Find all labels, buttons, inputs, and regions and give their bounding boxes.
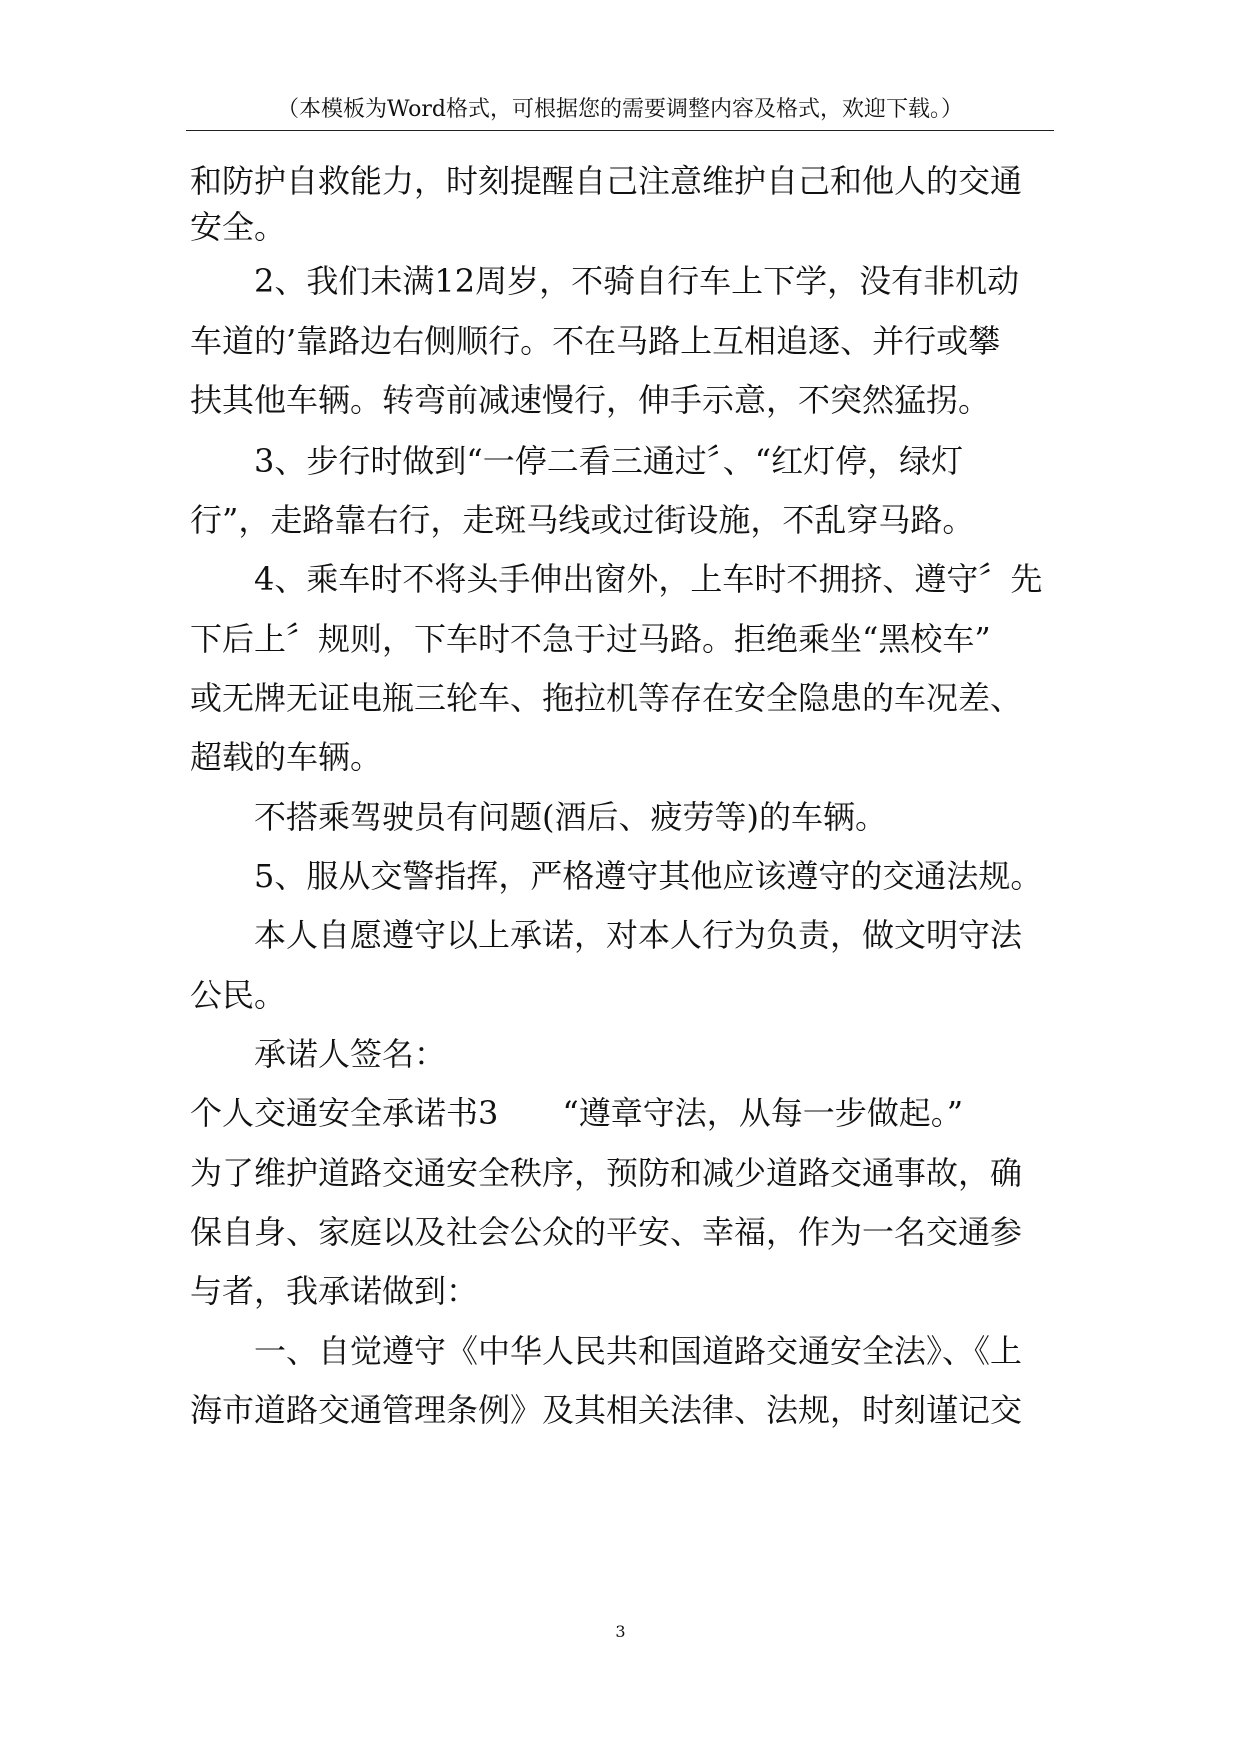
- body-line: 一、自觉遵守《中华人民共和国道路交通安全法》、《上: [254, 1332, 1023, 1370]
- body-line: 和防护自救能力，时刻提醒自己注意维护自己和他人的交通: [190, 162, 1023, 200]
- body-line: 扶其他车辆。转弯前减速慢行，伸手示意，不突然猛拐。: [190, 381, 991, 419]
- body-line: 下后上〞规则，下车时不急于过马路。拒绝乘坐“黑校车”: [190, 620, 991, 658]
- body-line: 不搭乘驾驶员有问题(酒后、疲劳等)的车辆。: [254, 798, 887, 836]
- body-line: 海市道路交通管理条例》及其相关法律、法规，时刻谨记交: [190, 1391, 1023, 1429]
- body-line: 2、我们未满12周岁，不骑自行车上下学，没有非机动: [254, 262, 1020, 300]
- body-line: 为了维护道路交通安全秩序，预防和减少道路交通事故，确: [190, 1154, 1023, 1192]
- page-number: 3: [615, 1622, 626, 1641]
- body-line: 本人自愿遵守以上承诺，对本人行为负责，做文明守法: [254, 916, 1023, 954]
- body-line: 4、乘车时不将头手伸出窗外，上车时不拥挤、遵守〞先: [254, 560, 1043, 598]
- body-line: 5、服从交警指挥，严格遵守其他应该遵守的交通法规。: [254, 857, 1043, 895]
- body-line: 3、步行时做到“一停二看三通过〞、“红灯停，绿灯: [254, 442, 964, 480]
- body-line: 保自身、家庭以及社会公众的平安、幸福，作为一名交通参: [190, 1213, 1023, 1251]
- body-line: 车道的’靠路边右侧顺行。不在马路上互相追逐、并行或攀: [190, 322, 1001, 360]
- signature-line: 承诺人签名：: [254, 1035, 447, 1073]
- header-note: （本模板为Word格式，可根据您的需要调整内容及格式，欢迎下载。）: [277, 97, 963, 122]
- body-line: 安全。: [190, 208, 287, 246]
- body-line: 行”，走路靠右行，走斑马线或过街设施，不乱穿马路。: [190, 501, 975, 539]
- body-line: 或无牌无证电瓶三轮车、拖拉机等存在安全隐患的车况差、: [190, 679, 1023, 717]
- header-divider: [186, 130, 1054, 131]
- section-title-line: 个人交通安全承诺书3 “遵章守法，从每一步做起。”: [190, 1094, 964, 1132]
- body-line: 公民。: [190, 976, 287, 1014]
- body-line: 与者，我承诺做到：: [190, 1272, 479, 1310]
- body-line: 超载的车辆。: [190, 738, 383, 776]
